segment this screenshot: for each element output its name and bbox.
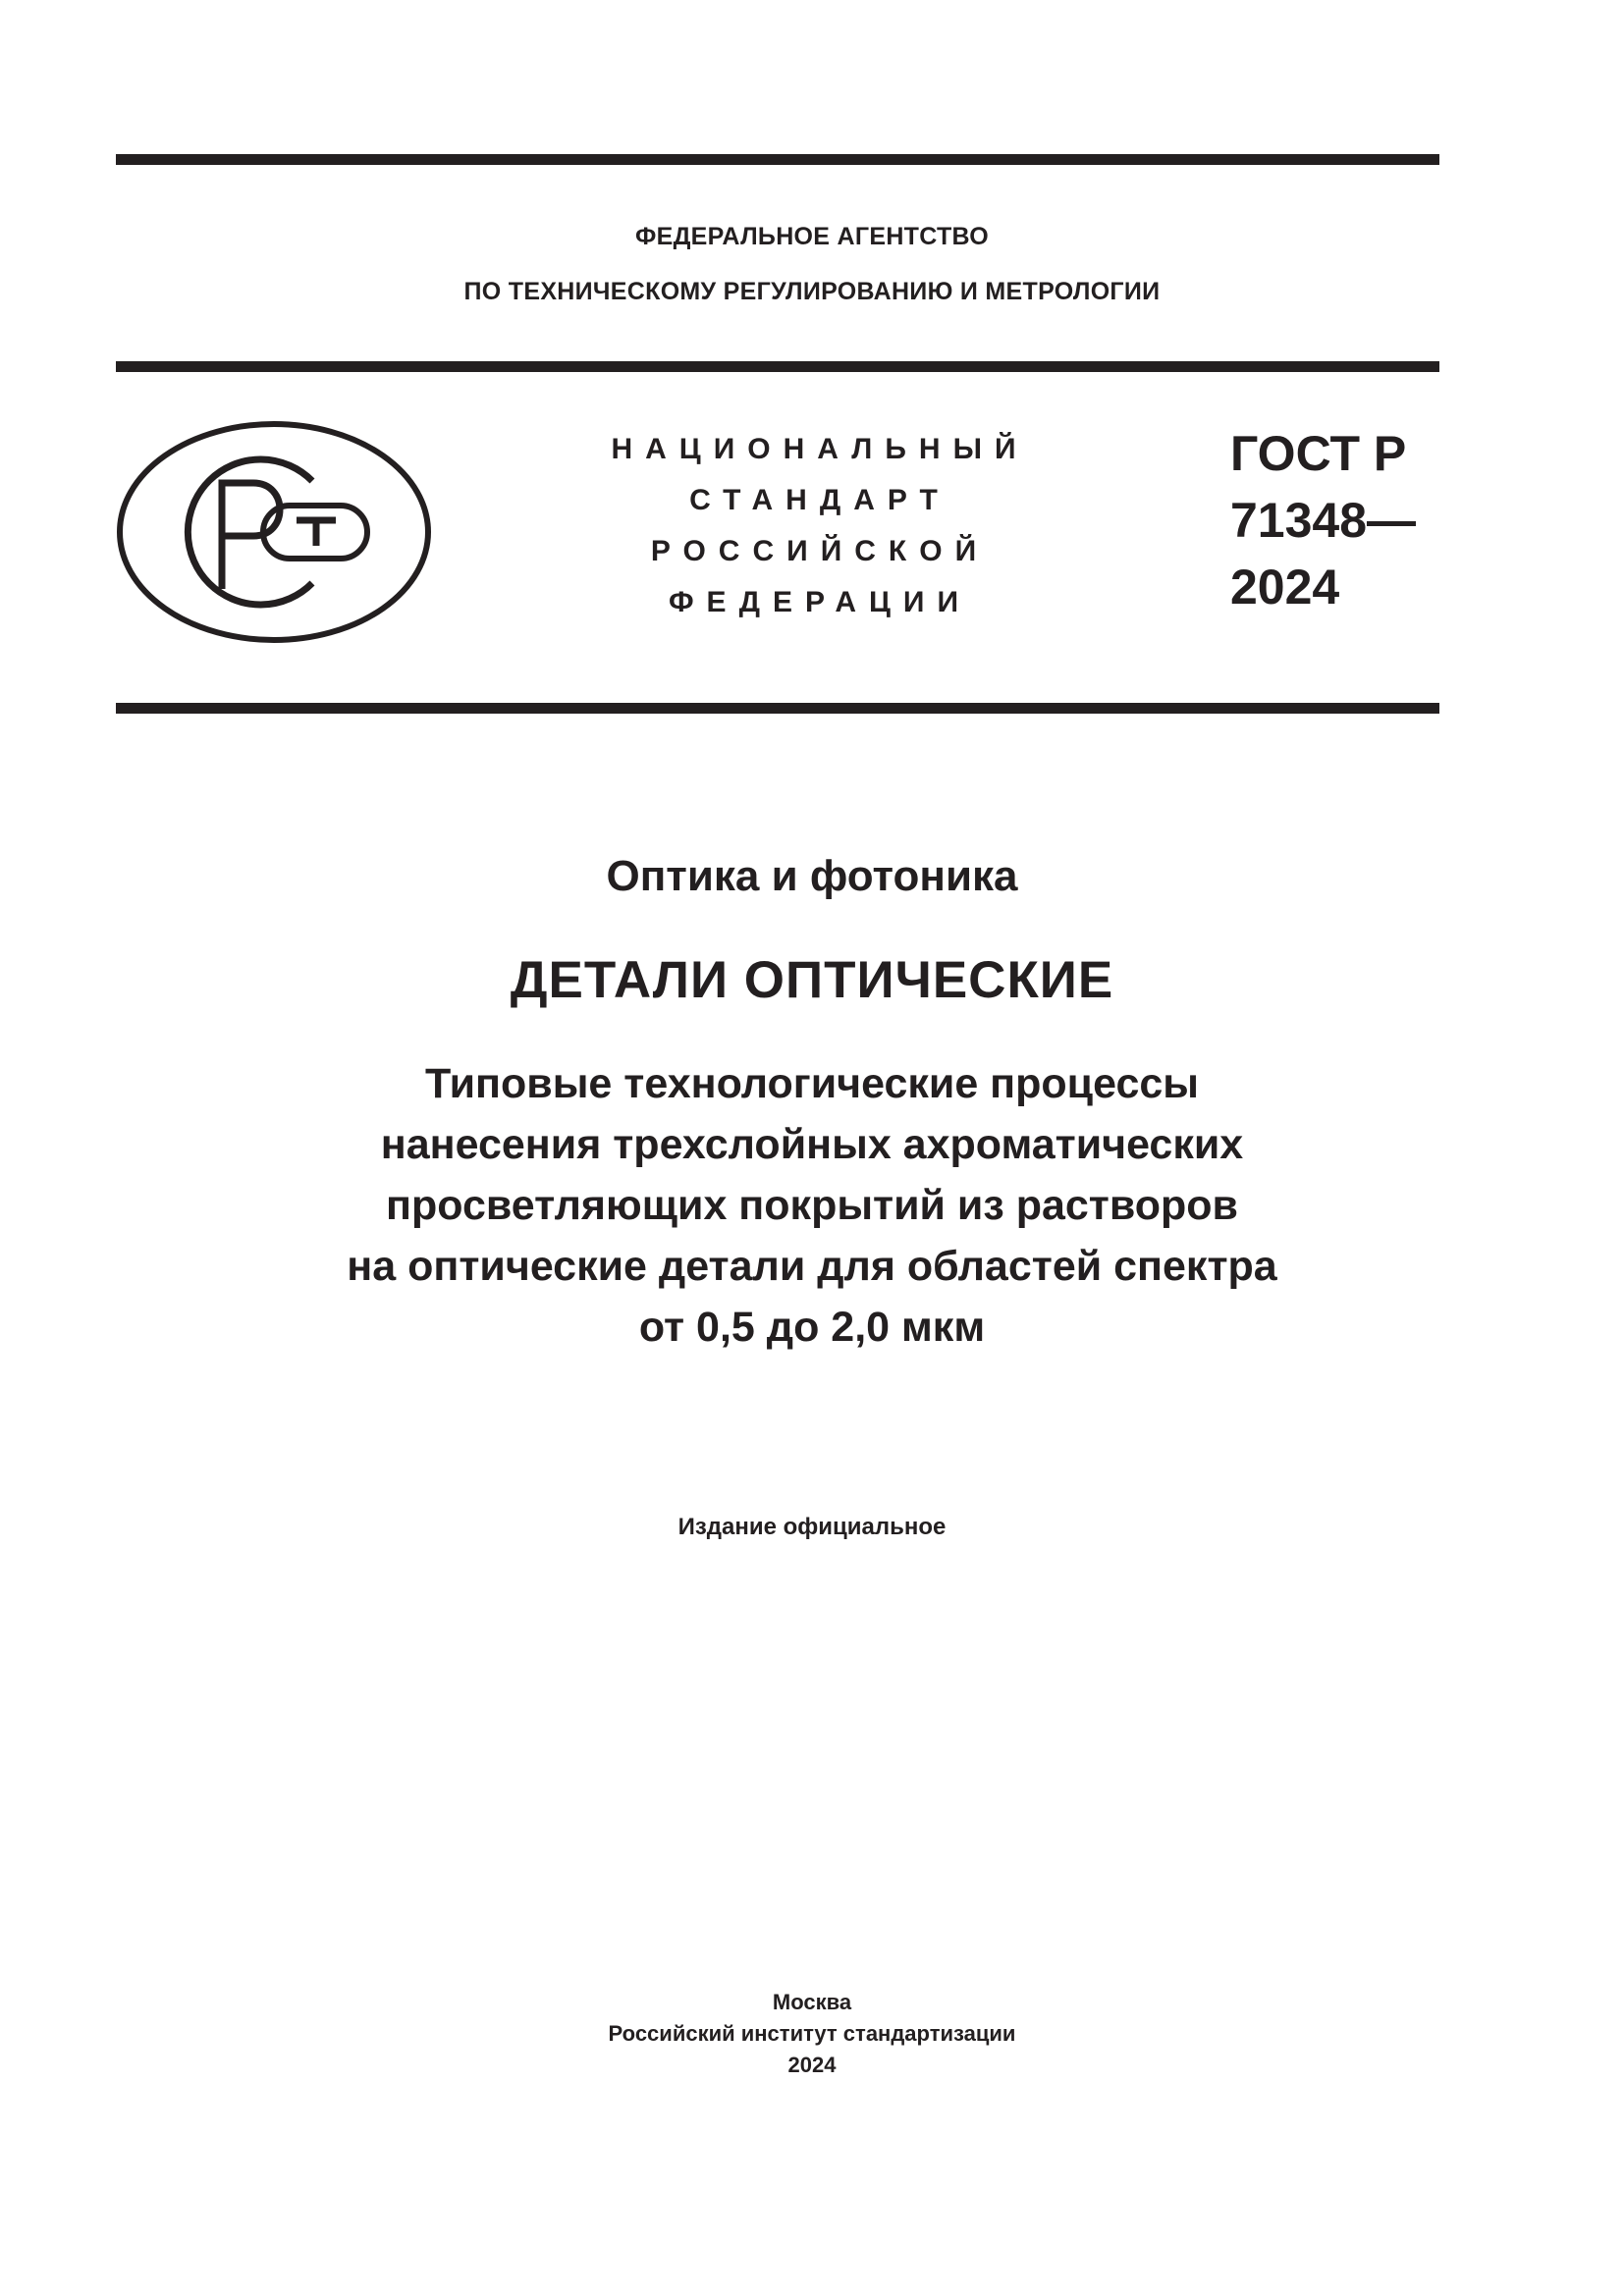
imprint-year: 2024: [787, 2053, 837, 2077]
imprint-city: Москва: [772, 1990, 852, 2014]
gost-line: 71348—: [1230, 493, 1417, 548]
field-heading: Оптика и фотоника: [606, 852, 1018, 900]
document-title: ДЕТАЛИ ОПТИЧЕСКИЕ: [510, 951, 1114, 1009]
header-divider-rule: [116, 361, 1439, 372]
subtitle-line: просветляющих покрытий из растворов: [386, 1182, 1238, 1229]
document-subtitle: [0, 1053, 1624, 1358]
subtitle-line: от 0,5 до 2,0 мкм: [638, 1304, 986, 1351]
subtitle-line: на оптические детали для областей спектра: [347, 1243, 1277, 1290]
national-standard-label: [579, 424, 1060, 628]
agency-name-line-1: ФЕДЕРАЛЬНОЕ АГЕНТСТВО: [634, 223, 990, 250]
imprint: [0, 1987, 1624, 2081]
agency-name-line-2: ПО ТЕХНИЧЕСКОМУ РЕГУЛИРОВАНИЮ И МЕТРОЛОГИИ: [463, 278, 1161, 305]
national-line: НАЦИОНАЛЬНЫЙ: [611, 433, 1029, 465]
gost-line: ГОСТ Р: [1230, 426, 1407, 481]
subtitle-line: нанесения трехслойных ахроматических: [380, 1121, 1244, 1168]
top-rule: [116, 154, 1439, 165]
rst-gost-emblem-icon: [116, 420, 432, 644]
subtitle-line: Типовые технологические процессы: [424, 1060, 1200, 1107]
gost-line: 2024: [1230, 560, 1340, 614]
edition-label: Издание официальное: [677, 1514, 947, 1540]
standard-block-divider-rule: [116, 703, 1439, 714]
gost-number: [1230, 420, 1416, 620]
imprint-publisher: Российский институт стандартизации: [608, 2021, 1016, 2046]
national-line: СТАНДАРТ: [689, 484, 950, 516]
national-line: ФЕДЕРАЦИИ: [668, 586, 972, 618]
national-line: РОССИЙСКОЙ: [650, 535, 990, 567]
